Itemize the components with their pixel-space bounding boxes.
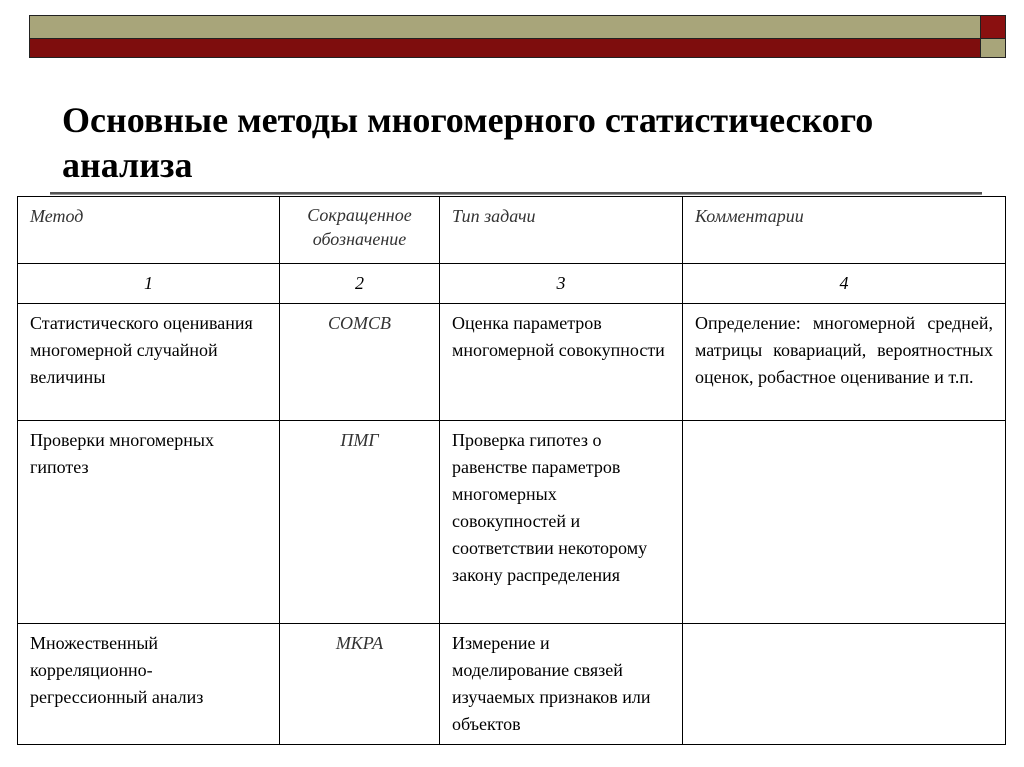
header-method: Метод [18, 197, 280, 264]
method-cell: Статистического оценивания многомерной случайной величины [18, 304, 280, 421]
table-row [18, 624, 1006, 745]
comment-cell: Определение: многомерной средней, матрицы ковариаций, вероятностных оценок, робастное оценивание и т.п. [683, 304, 1006, 421]
table-row [18, 304, 1006, 421]
column-number: 2 [280, 264, 440, 304]
methods-table [17, 196, 1006, 745]
task-type-cell: Оценка параметров многомерной совокупности [440, 304, 683, 421]
abbreviation-cell: МКРА [280, 624, 440, 745]
slide-title: Основные методы многомерного статистического анализа [62, 100, 874, 185]
table-row [18, 421, 1006, 624]
comment-cell [683, 624, 1006, 745]
abbreviation-cell: СОМСВ [280, 304, 440, 421]
task-type-cell: Проверка гипотез о равенстве параметров многомерных совокупностей и соответствии некоторому закону распределения [440, 421, 683, 624]
header-task-type: Тип задачи [440, 197, 683, 264]
comment-cell [683, 421, 1006, 624]
header-decor-maroon-bar [29, 38, 981, 58]
method-cell: Множественный корреляционно-регрессионный анализ [18, 624, 280, 745]
header-abbreviation: Сокращенное обозначение [280, 197, 440, 264]
header-decor-olive-bar [29, 15, 981, 39]
header-comment: Комментарии [683, 197, 1006, 264]
header-decor-maroon-square [980, 15, 1006, 39]
column-number: 3 [440, 264, 683, 304]
column-number: 4 [683, 264, 1006, 304]
table-header-row [18, 197, 1006, 264]
task-type-cell: Измерение и моделирование связей изучаемых признаков или объектов [440, 624, 683, 745]
column-number: 1 [18, 264, 280, 304]
method-cell: Проверки многомерных гипотез [18, 421, 280, 624]
abbreviation-cell: ПМГ [280, 421, 440, 624]
title-divider [50, 192, 982, 194]
header-decor-olive-square [980, 38, 1006, 58]
column-number-row [18, 264, 1006, 304]
